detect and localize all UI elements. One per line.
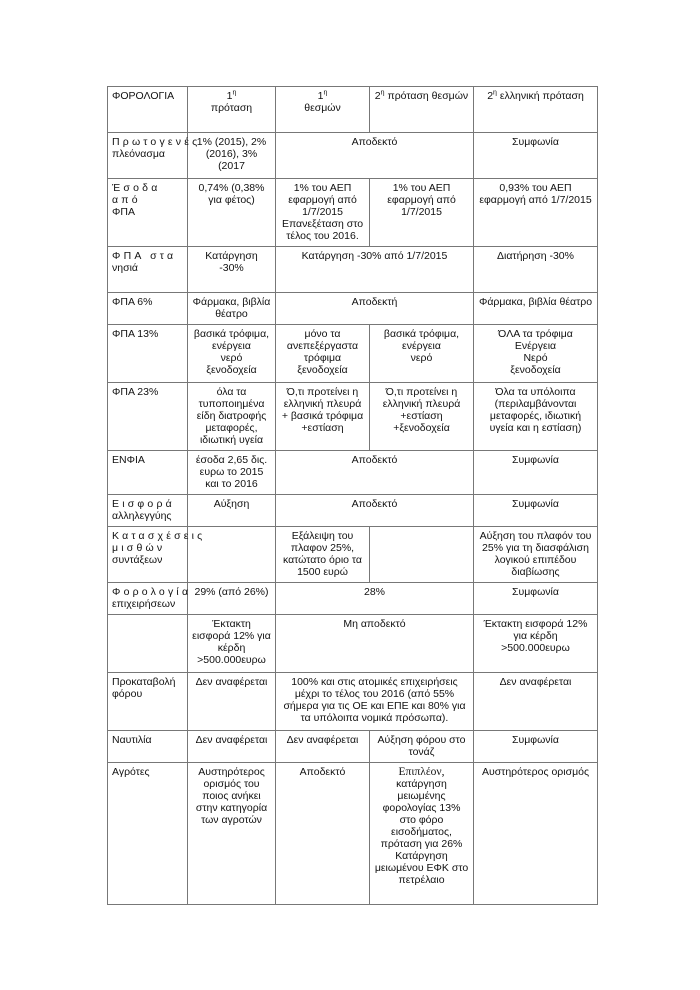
table-row-farmers (108, 763, 598, 905)
row-label (108, 247, 188, 293)
row-label-spaced: Εισφορά (112, 498, 175, 510)
header-first-institutions (276, 87, 370, 133)
row-label-rest: επιχειρήσεων (112, 598, 176, 610)
cell-c3 (370, 527, 474, 583)
row-label-spaced: Έσοδα από (112, 182, 161, 206)
cell-merged: Αποδεκτό (276, 133, 474, 179)
cell-c2: 1% του ΑΕΠ εφαρμογή από 1/7/2015 Επανεξέταση στο τέλος του 2016. (276, 179, 370, 247)
row-label-spaced: ΦΠΑ στα (112, 250, 177, 262)
header-topic: ΦΟΡΟΛΟΓΙΑ (112, 90, 175, 102)
row-label: ΦΠΑ 13% (108, 325, 188, 383)
header-num: 2 (487, 90, 494, 102)
table-row-vat-6 (108, 293, 598, 325)
table-row-vat-islands (108, 247, 598, 293)
row-label: Αγρότες (108, 763, 188, 905)
header-text: θεσμών (304, 102, 341, 114)
header-num: 1 (317, 90, 324, 102)
cell-c1: Δεν αναφέρεται (188, 731, 276, 763)
cell-c4: Δεν αναφέρεται (474, 673, 598, 731)
cell-c3: Ό,τι προτείνει η ελληνική πλευρά +εστίαση +ξενοδοχεία (370, 383, 474, 451)
header-second-institutions (370, 87, 474, 133)
row-label: ΕΝΦΙΑ (108, 451, 188, 495)
table-row-enfia (108, 451, 598, 495)
header-sup: η (232, 89, 237, 97)
header-sup: η (380, 89, 385, 97)
cell-c4: Όλα τα υπόλοιπα (περιλαμβάνονται μεταφορές, ιδιωτική υγεία και η εστίαση) (474, 383, 598, 451)
header-text: πρόταση (210, 102, 253, 114)
cell-c4: 0,93% του ΑΕΠ εφαρμογή από 1/7/2015 (474, 179, 598, 247)
cell-merged: 100% και στις ατομικές επιχειρήσεις μέχρι το τέλος του 2016 (από 55% σήμερα για τις ΟΕ και ΕΠΕ και 80% για τα υπόλοιπα νομικά πρόσωπα). (276, 673, 474, 731)
cell-c3: Αύξηση φόρου στο τονάζ (370, 731, 474, 763)
row-label (108, 133, 201, 179)
cell-c4: Διατήρηση -30% (474, 247, 598, 293)
cell-c2: Αποδεκτό (276, 763, 370, 905)
header-text: πρόταση θεσμών (384, 90, 469, 102)
cell-c1: 0,74% (0,38% για φέτος) (188, 179, 276, 247)
table-row-tax-prepayment (108, 673, 598, 731)
cell-c1: όλα τα τυποποιημένα είδη διατροφής μεταφορές, ιδιωτική υγεία (188, 383, 276, 451)
header-second-greek (474, 87, 598, 133)
row-label (108, 179, 188, 247)
row-label-spaced: Πρωτογενές (112, 136, 201, 148)
row-label-rest: ΦΠΑ (112, 206, 135, 218)
cell-c4: Αύξηση του πλαφόν του 25% για τη διασφάλιση λογικού επιπέδου διαβίωσης (474, 527, 598, 583)
table-row-shipping (108, 731, 598, 763)
cell-c2: μόνο τα ανεπεξέργαστα τρόφιμα ξενοδοχεία (276, 325, 370, 383)
table-row-vat-revenue (108, 179, 598, 247)
cell-c4: Συμφωνία (474, 133, 598, 179)
table-row-solidarity (108, 495, 598, 527)
row-label-rest: νησιά (112, 262, 138, 274)
cell-c2: Δεν αναφέρεται (276, 731, 370, 763)
row-label: ΦΠΑ 6% (108, 293, 188, 325)
row-label (108, 495, 188, 527)
row-label-rest: αλληλεγγύης (112, 510, 172, 522)
header-first-proposal (188, 87, 276, 133)
header-topic-cell (108, 87, 188, 133)
cell-merged: Αποδεκτό (276, 451, 474, 495)
cell-c1: Αύξηση (188, 495, 276, 527)
cell-c4: Συμφωνία (474, 731, 598, 763)
row-label-rest: συντάξεων (112, 554, 163, 566)
header-sup: η (493, 89, 497, 97)
row-label-spaced: Κατασχέσεις μισθών (112, 530, 206, 554)
cell-c1: βασικά τρόφιμα, ενέργεια νερό ξενοδοχεία (188, 325, 276, 383)
cell-c2: Ό,τι προτείνει η ελληνική πλευρά + βασικά τρόφιμα +εστίαση (276, 383, 370, 451)
row-label: Προκαταβολή φόρου (108, 673, 188, 731)
cell-c3: βασικά τρόφιμα, ενέργεια νερό (370, 325, 474, 383)
cell-c1: έσοδα 2,65 δις. ευρω το 2015 και το 2016 (188, 451, 276, 495)
row-label: Ναυτιλία (108, 731, 188, 763)
cell-merged: Αποδεκτό (276, 495, 474, 527)
row-label (108, 615, 188, 673)
header-sup: η (323, 89, 328, 97)
cell-c1: Δεν αναφέρεται (188, 673, 276, 731)
table-row-corporate-tax (108, 583, 598, 615)
cell-c1: 1% (2015), 2% (2016), 3% (2017 (188, 133, 276, 179)
tax-comparison-table (107, 86, 598, 905)
row-label (108, 583, 192, 615)
table-row-vat-23 (108, 383, 598, 451)
cell-c1: Έκτακτη εισφορά 12% για κέρδη >500.000ευρω (188, 615, 276, 673)
cell-c1: 29% (από 26%) (188, 583, 276, 615)
cell-c2: Εξάλειψη του πλαφον 25%, κατώτατο όριο τα 1500 ευρώ (276, 527, 370, 583)
cell-c4: ΌΛΑ τα τρόφιμα Ενέργεια Νερό ξενοδοχεία (474, 325, 598, 383)
cell-c4: Φάρμακα, βιβλία θέατρο (474, 293, 598, 325)
table-header-row (108, 87, 598, 133)
cell-merged: Αποδεκτή (276, 293, 474, 325)
cell-c4: Συμφωνία (474, 495, 598, 527)
table-row-vat-13 (108, 325, 598, 383)
row-label-spaced: Φορολογία (112, 586, 192, 598)
cell-c4: Αυστηρότερος ορισμός (474, 763, 598, 905)
cell-c3: 1% του ΑΕΠ εφαρμογή από 1/7/2015 (370, 179, 474, 247)
cell-merged: Μη αποδεκτό (276, 615, 474, 673)
table-row-seizures (108, 527, 598, 583)
row-label-rest: πλεόνασμα (112, 148, 165, 160)
cell-c1: Κατάργηση -30% (188, 247, 276, 293)
row-label (108, 527, 206, 583)
cell-merged: Κατάργηση -30% από 1/7/2015 (276, 247, 474, 293)
cell-merged: 28% (276, 583, 474, 615)
cell-c1: Φάρμακα, βιβλία θέατρο (188, 293, 276, 325)
cell-c1: Αυστηρότερος ορισμός του ποιος ανήκει στην κατηγορία των αγροτών (188, 763, 276, 905)
cell-c3-text: κατάργηση μειωμένης φορολογίας 13% στο φόρο εισοδήματος, πρόταση για 26% Κατάργηση μειωμένου ΕΦΚ στο πετρέλαιο (374, 778, 469, 886)
header-num: 2 (374, 90, 381, 102)
header-text: ελληνική πρόταση (496, 90, 584, 102)
row-label: ΦΠΑ 23% (108, 383, 188, 451)
cell-c4: Συμφωνία (474, 451, 598, 495)
cell-c3 (370, 763, 474, 905)
cell-c4: Συμφωνία (474, 583, 598, 615)
cell-c3-lead: Επιπλέον, (398, 766, 445, 778)
table-row-extra-levy (108, 615, 598, 673)
cell-c4: Έκτακτη εισφορά 12% για κέρδη >500.000ευρω (474, 615, 598, 673)
header-num: 1 (226, 90, 233, 102)
table-row-primary-surplus (108, 133, 598, 179)
